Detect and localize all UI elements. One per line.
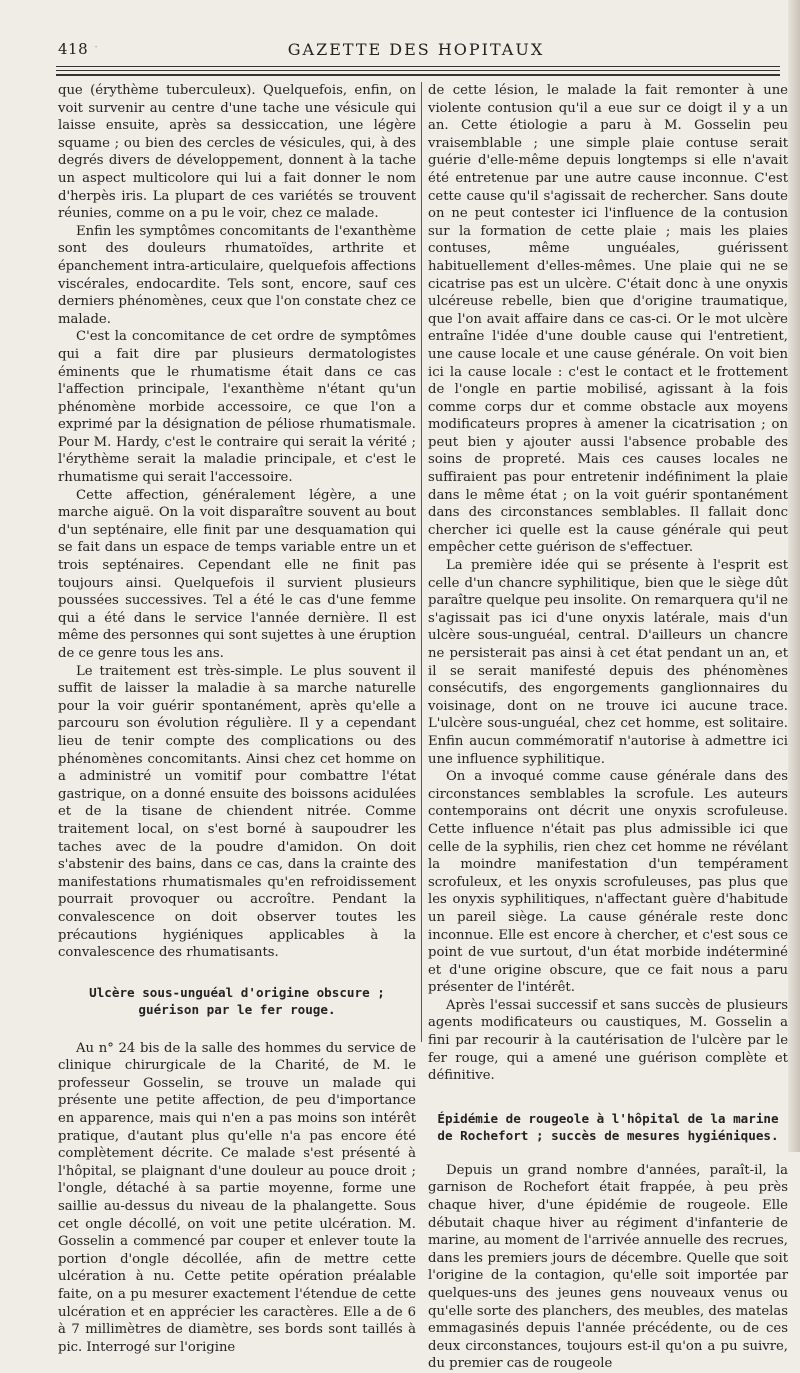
running-title: GAZETTE DES HOPITAUX xyxy=(287,40,545,59)
column-divider xyxy=(421,82,422,1042)
header-rule xyxy=(56,70,780,71)
paragraph: Le traitement est très-simple. Le plus souvent il suffit de laisser la maladie à sa marche naturelle pour la voir guérir spontanément, après qu'elle a parcouru son évolution régulière. Il y a cependant lieu de tenir compte des complications ou des phénomènes concomitants. Ainsi chez cet homme on a administré un vomitif pour combattre l'état gastrique, on a donné ensuite des boissons acidulées et de la tisane de chiendent nitrée. Comme traitement local, on s'est borné à saupoudrer les taches avec de la poudre d'amidon. On doit s'abstenir des bains, dans ce cas, dans la crainte des manifestations rhumatismales qu'en refroidissement pourrait provoquer ou accroître. Pendant la convalescence on doit observer toutes les précautions hygiéniques applicables à la convalescence des rhumatisants. xyxy=(58,663,416,961)
page-edge xyxy=(788,0,800,1152)
header-noise: · xyxy=(94,40,100,55)
paragraph: C'est la concomitance de cet ordre de symptômes qui a fait dire par plusieurs dermatologistes éminents que le rhumatisme était dans ce cas l'affection principale, l'exanthème n'étant qu'un phénomène morbide accessoire, ce que l'on a exprimé par la désignation de péliose rhumatismale. Pour M. Hardy, c'est le contraire qui serait la vérité ; l'érythème serait la maladie principale, et c'est le rhumatisme qui serait l'accessoire. xyxy=(58,329,416,486)
header-rule-thick xyxy=(56,74,780,76)
paragraph: de cette lésion, le malade la fait remonter à une violente contusion qu'il a eue sur ce doigt il y a un an. Cette étiologie a paru à M. Gosselin peu vraisemblable ; une simple plaie contuse serait guérie d'elle-même depuis longtemps si elle n'avait été entretenue par une autre cause inconnue. C'est cette cause qu'il s'agissait de rechercher. Sans doute on ne peut contester ici l'influence de la contusion sur la formation de cette plaie ; mais les plaies contuses, même unguéales, guérissent habituellement d'elles-mêmes. Une plaie qui ne se cicatrise pas est un ulcère. C'était donc à une onyxis ulcéreuse rebelle, bien que d'origine traumatique, que l'on avait affaire dans ce cas-ci. Or le mot ulcère entraîne l'idée d'une double cause qui l'entretient, une cause locale et une cause générale. On voit bien ici la cause locale : c'est le contact et le frottement de l'ongle en partie mobilisé, agissant à la fois comme corps dur et comme obstacle aux moyens modificateurs propres à amener la cicatrisation ; on peut bien y ajouter aussi l'absence probable des soins de propreté. Mais ces causes locales ne suffiraient pas pour entretenir indéfiniment la plaie dans le même état ; on la voit guérir spontanément dans des circonstances semblables. Il fallait donc chercher ici quelle est la cause générale qui peut empêcher cette guérison de s'effectuer. xyxy=(428,83,788,556)
left-column xyxy=(58,82,416,1356)
paragraph: Enfin les symptômes concomitants de l'exanthème sont des douleurs rhumatoïdes, arthrite et épanchement intra-articulaire, quelquefois affections viscérales, endocardite. Tels sont, encore, sauf ces derniers phénomènes, ceux que l'on constate chez ce malade. xyxy=(58,223,416,327)
paragraph: Au n° 24 bis de la salle des hommes du service de clinique chirurgicale de la Charité, de M. le professeur Gosselin, se trouve un malade qui présente une petite affection, de peu d'importance en apparence, mais qui n'en a pas moins son intérêt pratique, d'autant plus qu'elle n'a pas encore été complètement décrite. Ce malade s'est présenté à l'hôpital, se plaignant d'une douleur au pouce droit ; l'ongle, détaché à sa partie moyenne, forme une saillie au-dessus du niveau de la phalangette. Sous cet ongle décollé, on voit une petite ulcération. M. Gosselin a commencé par couper et enlever toute la portion d'ongle décollée, afin de mettre cette ulcération à nu. Cette petite opération préalable faite, on a pu mesurer exactement l'étendue de cette ulcération et en apprécier les caractères. Elle a de 6 à 7 millimètres de diamètre, ses bords sont taillés à pic. Interrogé sur l'origine xyxy=(58,1040,416,1355)
section-title: Épidémie de rougeole à l'hôpital de la marine de Rochefort ; succès de mesures hygiéniques. xyxy=(437,1110,779,1143)
paragraph: On a invoqué comme cause générale dans des circonstances semblables la scrofule. Les auteurs contemporains ont décrit une onyxis scrofuleuse. Cette influence n'était pas plus admissible ici que celle de la syphilis, rien chez cet homme ne révélant la moindre manifestation d'un tempérament scrofuleux, et les onyxis scrofuleuses, pas plus que les onyxis syphilitiques, n'affectant guère d'habitude un pareil siège. La cause générale reste donc inconnue. Elle est encore à chercher, et c'est sous ce point de vue surtout, d'un état morbide indéterminé et d'une origine obscure, que ce fait nous a paru présenter de l'intérêt. xyxy=(428,769,788,996)
paragraph: La première idée qui se présente à l'esprit est celle d'un chancre syphilitique, bien que le siège dût paraître quelque peu insolite. On remarquera qu'il ne s'agissait pas ici d'une onyxis latérale, mais d'un ulcère sous-unguéal, central. D'ailleurs un chancre ne persisterait pas ainsi à cet état pendant un an, et il se serait manifesté depuis des phénomènes consécutifs, des engorgements ganglionnaires du voisinage, dont on ne trouve ici aucune trace. L'ulcère sous-unguéal, chez cet homme, est solitaire. Enfin aucun commémoratif n'autorise à admettre ici une influence syphilitique. xyxy=(428,558,788,767)
paragraph: Cette affection, généralement légère, a une marche aiguë. On la voit disparaître souvent au bout d'un septénaire, elle finit par une desquamation qui se fait dans un espace de temps variable entre un et trois septénaires. Cependant elle ne finit pas toujours ainsi. Quelquefois il survient plusieurs poussées successives. Tel a été le cas d'une femme qui a été dans le service l'année dernière. Il est même des personnes qui sont sujettes à une éruption de ce genre tous les ans. xyxy=(58,487,416,661)
paragraph: Depuis un grand nombre d'années, paraît-il, la garnison de Rochefort était frappée, à peu près chaque hiver, d'une épidémie de rougeole. Elle débutait chaque hiver au régiment d'infanterie de marine, au moment de l'arrivée annuelle des recrues, dans les premiers jours de décembre. Quelle que soit l'origine de la contagion, qu'elle soit importée par quelques-uns des jeunes gens nouveaux venus ou qu'elle sorte des planchers, des meubles, des matelas emmagasinés depuis l'année précédente, ou de ces deux circonstances, toujours est-il qu'on a pu suivre, du premier cas de rougeole xyxy=(428,1162,788,1372)
page-number: 418 xyxy=(58,40,89,58)
section-title: Ulcère sous-unguéal d'origine obscure ; guérison par le fer rouge. xyxy=(89,984,385,1017)
paragraph: que (érythème tuberculeux). Quelquefois, enfin, on voit survenir au centre d'une tache une vésicule qui laisse ensuite, après sa dessiccation, une légère squame ; ou bien des cercles de vésicules, qui, à des degrés divers de développement, donnent à la tache un aspect multicolore qui lui a fait donner le nom d'herpès iris. La plupart de ces variétés se trouvent réunies, comme on a pu le voir, chez ce malade. xyxy=(58,83,416,222)
page-header xyxy=(58,40,774,64)
header-rule xyxy=(56,66,780,67)
right-column xyxy=(428,82,788,1373)
paragraph: Après l'essai successif et sans succès de plusieurs agents modificateurs ou caustiques, M. Gosselin a fini par recourir à la cautérisation de l'ulcère par le fer rouge, qui a amené une guérison complète et définitive. xyxy=(428,997,788,1084)
